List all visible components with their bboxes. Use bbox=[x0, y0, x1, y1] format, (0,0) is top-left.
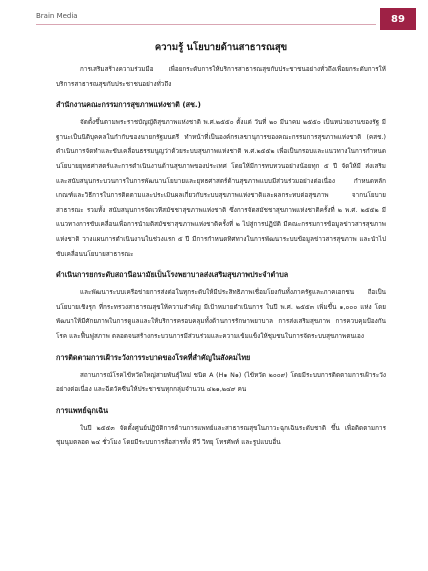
section-heading-nhco: สำนักงานคณะกรรมการสุขภาพแห่งชาติ (สช.) bbox=[56, 100, 201, 110]
document-content bbox=[56, 38, 386, 451]
section-body-health-promotion-hospital: และพัฒนาระบบเครือข่ายการส่งต่อในทุกระดับให้มีประสิทธิภาพเชื่อมโยงกันทั้งภาครัฐและภาคเอกชน ถือเป็นนโยบายเชิงรุก ที่กระทรวงสาธารณสุขให้ความสำคัญ มีเป้าหมายดำเนินการ ในปี พ.ศ. ๒๕๕๓ เพิ่มขึ้น ๑,๐๐๐ แห่ง โดยพัฒนาให้มีศักยภาพในการดูแลและให้บริการครอบคลุมทั้งด้านการรักษาพยาบาล การส่งเสริมสุขภาพ การควบคุมป้องกันโรค และฟื้นฟูสภาพ ตลอดจนสร้างกระบวนการมีส่วนร่วมและความเข้มแข็งให้ชุมชนในการจัดระบบสุขภาพตนเอง bbox=[56, 289, 386, 340]
section-heading-epidemic-surveillance: การติดตามการเฝ้าระวังการระบาดของโรคที่สำคัญในสังคมไทย bbox=[56, 352, 251, 362]
section-body-nhco: จัดตั้งขึ้นตามพระราชบัญญัติสุขภาพแห่งชาติ พ.ศ.๒๕๕๐ ตั้งแต่ วันที่ ๒๐ มีนาคม ๒๕๕๐ เป็นหน่วยงานของรัฐ มีฐานะเป็นนิติบุคคลในกำกับของนายกรัฐมนตรี ทำหน้าที่เป็นองค์กรเลขานุการของคณะกรรมการสุขภาพแห่งชาติ (คสช.) ดำเนินการจัดทำและขับเคลื่อนธรรมนูญว่าด้วยระบบสุขภาพแห่งชาติ พ.ศ.๒๕๕๒ เพื่อเป็นกรอบและแนวทางในการกำหนดนโยบายยุทธศาสตร์และการดำเนินงานด้านสุขภาพของประเทศ โดยให้มีการทบทวนอย่างน้อยทุก ๕ ปี จัดให้มี ส่งเสริม และสนับสนุนกระบวนการในการพัฒนานโยบายและยุทธศาสตร์ด้านสุขภาพแบบมีส่วนร่วมอย่างต่อเนื่อง กำหนดหลักเกณฑ์และวิธีการในการติดตามและประเมินผลเกี่ยวกับระบบสุขภาพแห่งชาติและผลกระทบต่อสุขภาพ จากนโยบายสาธารณะ รวมทั้ง สนับสนุนการจัดเวทีสมัชชาสุขภาพแห่งชาติ ซึ่งการจัดสมัชชาสุขภาพแห่งชาติครั้งที่ ๒ พ.ศ. ๒๕๕๒ มีแนวทางการขับเคลื่อนเพื่อการนำมติสมัชชาสุขภาพแห่งชาติครั้งที่ ๒ ไปสู่การปฏิบัติ มีคณะกรรมการข้อมูลข่าวสารสุขภาพแห่งชาติ วางแผนการดำเนินงานในช่วงแรก ๕ ปี มีการกำหนดทิศทางในการพัฒนาระบบข้อมูลข่าวสารสุขภาพ และนำไปขับเคลื่อนนโยบายสาธารณะ bbox=[56, 119, 386, 258]
section-body-emergency-medicine: ในปี ๒๕๕๓ จัดตั้งศูนย์ปฏิบัติการด้านการแพทย์และสาธารณสุขในภาวะฉุกเฉินระดับชาติ ขึ้น เพื่อติดตามการชุมนุมตลอด ๒๔ ชั่วโมง โดยมีระบบการสื่อสารทั้ง ทีวี วิทยุ โทรศัพท์ และรูปแบบอื่น bbox=[56, 424, 386, 447]
section-body-epidemic-surveillance: สถานการณ์โรคไข้หวัดใหญ่สายพันธุ์ใหม่ ชนิด A (H๑ N๑) (ไข้หวัด ๒๐๐๙) โดยมีระบบการติดตามการเฝ้าระวังอย่างต่อเนื่อง และฉีดวัคซีนให้ประชาชนทุกกลุ่มจำนวน ๔๒๑,๒๔๙ คน bbox=[56, 371, 386, 394]
page-header bbox=[0, 0, 428, 30]
header-divider bbox=[36, 24, 376, 25]
header-brand: Brain Media bbox=[36, 12, 78, 20]
intro-paragraph: การเสริมสร้างความร่วมมือ เพื่อยกระดับการให้บริการสาธารณสุขกับประชาชนอย่างทั่วถึงเพื่อยกระดับการให้บริการสาธารณสุขกับประชาชนอย่างทั่วถึง bbox=[56, 66, 386, 88]
section-heading-emergency-medicine: การแพทย์ฉุกเฉิน bbox=[56, 405, 109, 415]
page-number: 89 bbox=[391, 13, 405, 25]
section-heading-health-promotion-hospital: ดำเนินการยกระดับสถานีอนามัยเป็นโรงพยาบาลส่งเสริมสุขภาพประจำตำบล bbox=[56, 270, 289, 280]
page-title: ความรู้ นโยบายด้านสาธารณสุข bbox=[154, 42, 288, 53]
page-number-badge bbox=[380, 8, 416, 30]
